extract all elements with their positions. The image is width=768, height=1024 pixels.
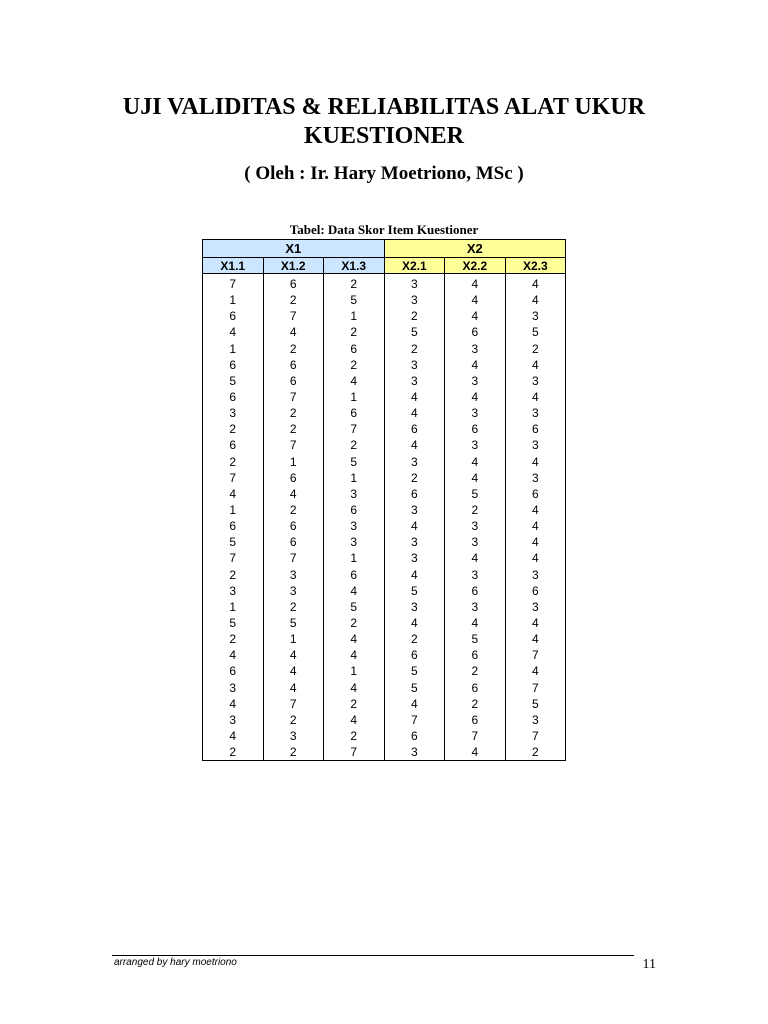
table-cell: 3: [505, 567, 566, 583]
table-row: [203, 583, 566, 599]
table-cell: 4: [263, 486, 324, 502]
table-cell: 6: [445, 583, 506, 599]
table-cell: 2: [505, 341, 566, 357]
table-cell: 4: [505, 534, 566, 550]
table-cell: 6: [324, 405, 385, 421]
table-cell: 6: [384, 647, 445, 663]
table-cell: 6: [203, 357, 264, 373]
table-cell: 2: [263, 712, 324, 728]
table-cell: 6: [445, 680, 506, 696]
group-header-x2: X2: [384, 240, 566, 258]
table-cell: 1: [324, 470, 385, 486]
column-header-x1-2: X1.2: [263, 258, 324, 274]
table-cell: 4: [203, 486, 264, 502]
table-cell: 6: [384, 728, 445, 744]
footer-divider: [112, 955, 634, 956]
table-row: [203, 454, 566, 470]
table-cell: 6: [324, 502, 385, 518]
table-cell: 3: [445, 373, 506, 389]
table-cell: 2: [505, 744, 566, 761]
table-cell: 7: [324, 744, 385, 761]
table-cell: 5: [324, 454, 385, 470]
table-cell: 4: [384, 437, 445, 453]
table-cell: 7: [203, 470, 264, 486]
table-cell: 4: [384, 567, 445, 583]
table-cell: 2: [445, 696, 506, 712]
table-cell: 2: [324, 615, 385, 631]
table-cell: 4: [203, 324, 264, 340]
table-cell: 3: [384, 744, 445, 761]
column-header-x2-1: X2.1: [384, 258, 445, 274]
table-cell: 4: [445, 454, 506, 470]
table-cell: 4: [263, 647, 324, 663]
table-cell: 2: [445, 502, 506, 518]
table-cell: 1: [324, 663, 385, 679]
table-row: [203, 470, 566, 486]
table-cell: 6: [263, 357, 324, 373]
table-row: [203, 599, 566, 615]
table-cell: 4: [445, 274, 506, 293]
table-cell: 2: [263, 341, 324, 357]
author-line: ( Oleh : Ir. Hary Moetriono, MSc ): [244, 163, 524, 184]
table-cell: 2: [445, 663, 506, 679]
table-cell: 6: [384, 421, 445, 437]
table-cell: 6: [203, 437, 264, 453]
table-cell: 6: [263, 534, 324, 550]
table-cell: 1: [324, 550, 385, 566]
table-cell: 4: [505, 292, 566, 308]
table-cell: 3: [263, 728, 324, 744]
table-row: [203, 550, 566, 566]
table-cell: 3: [263, 567, 324, 583]
table-cell: 2: [384, 341, 445, 357]
table-cell: 2: [384, 631, 445, 647]
table-cell: 3: [384, 502, 445, 518]
table-cell: 2: [263, 502, 324, 518]
table-cell: 2: [263, 599, 324, 615]
table-cell: 6: [445, 324, 506, 340]
table-cell: 5: [384, 663, 445, 679]
table-cell: 3: [384, 373, 445, 389]
table-cell: 4: [324, 631, 385, 647]
table-row: [203, 615, 566, 631]
table-cell: 6: [505, 421, 566, 437]
table-cell: 2: [203, 454, 264, 470]
table-row: [203, 292, 566, 308]
table-cell: 3: [324, 518, 385, 534]
table-cell: 5: [445, 486, 506, 502]
table-cell: 4: [203, 647, 264, 663]
table-cell: 2: [263, 744, 324, 761]
table-cell: 4: [203, 728, 264, 744]
table-cell: 3: [445, 518, 506, 534]
table-cell: 6: [263, 518, 324, 534]
table-row: [203, 502, 566, 518]
table-row: [203, 712, 566, 728]
table-cell: 5: [505, 324, 566, 340]
table-cell: 5: [384, 583, 445, 599]
table-cell: 2: [324, 728, 385, 744]
title-line-2: KUESTIONER: [303, 123, 465, 149]
table-row: [203, 341, 566, 357]
table-cell: 4: [445, 389, 506, 405]
table-cell: 4: [445, 550, 506, 566]
table-cell: 4: [445, 357, 506, 373]
table-cell: 3: [445, 405, 506, 421]
document-title: [84, 93, 684, 151]
table-row: [203, 518, 566, 534]
table-cell: 1: [263, 631, 324, 647]
table-cell: 6: [445, 421, 506, 437]
table-row: [203, 534, 566, 550]
table-cell: 6: [263, 274, 324, 293]
table-cell: 6: [384, 486, 445, 502]
table-cell: 2: [324, 357, 385, 373]
group-header-x1: X1: [203, 240, 385, 258]
table-cell: 3: [203, 712, 264, 728]
table-cell: 6: [203, 308, 264, 324]
table-cell: 4: [384, 615, 445, 631]
table-cell: 7: [324, 421, 385, 437]
table-cell: 3: [263, 583, 324, 599]
table-cell: 3: [203, 680, 264, 696]
table-cell: 4: [505, 631, 566, 647]
table-cell: 5: [384, 324, 445, 340]
table-caption: Tabel: Data Skor Item Kuestioner: [289, 222, 479, 237]
table-row: [203, 389, 566, 405]
table-cell: 3: [384, 454, 445, 470]
table-cell: 4: [505, 663, 566, 679]
table-cell: 3: [384, 292, 445, 308]
table-cell: 6: [203, 663, 264, 679]
table-row: [203, 324, 566, 340]
table-cell: 3: [384, 550, 445, 566]
table-cell: 2: [324, 696, 385, 712]
table-cell: 4: [384, 389, 445, 405]
table-cell: 7: [505, 680, 566, 696]
table-cell: 7: [203, 274, 264, 293]
table-cell: 4: [203, 696, 264, 712]
table-cell: 5: [203, 534, 264, 550]
table-cell: 3: [505, 405, 566, 421]
table-cell: 5: [505, 696, 566, 712]
table-row: [203, 567, 566, 583]
table-row: [203, 308, 566, 324]
column-header-row: [203, 258, 566, 274]
table-cell: 4: [263, 680, 324, 696]
table-cell: 4: [263, 324, 324, 340]
table-cell: 3: [324, 486, 385, 502]
table-cell: 6: [445, 712, 506, 728]
table-cell: 7: [263, 550, 324, 566]
table-cell: 4: [445, 292, 506, 308]
column-header-x2-2: X2.2: [445, 258, 506, 274]
table-cell: 4: [445, 470, 506, 486]
table-cell: 1: [263, 454, 324, 470]
table-cell: 3: [384, 357, 445, 373]
table-cell: 5: [203, 373, 264, 389]
table-cell: 1: [203, 502, 264, 518]
table-cell: 3: [445, 599, 506, 615]
table-row: [203, 663, 566, 679]
table-cell: 4: [445, 615, 506, 631]
table-row: [203, 357, 566, 373]
table-cell: 3: [505, 599, 566, 615]
table-row: [203, 373, 566, 389]
table-cell: 1: [203, 341, 264, 357]
group-header-row: [203, 240, 566, 258]
table-cell: 3: [384, 534, 445, 550]
table-cell: 2: [324, 274, 385, 293]
table-cell: 4: [263, 663, 324, 679]
table-row: [203, 728, 566, 744]
table-cell: 6: [505, 583, 566, 599]
table-cell: 5: [445, 631, 506, 647]
table-cell: 6: [445, 647, 506, 663]
table-cell: 7: [263, 308, 324, 324]
table-cell: 5: [324, 599, 385, 615]
table-cell: 5: [324, 292, 385, 308]
table-cell: 2: [203, 567, 264, 583]
table-cell: 3: [203, 583, 264, 599]
table-row: [203, 405, 566, 421]
table-cell: 1: [203, 292, 264, 308]
table-cell: 4: [324, 373, 385, 389]
table-cell: 1: [203, 599, 264, 615]
table-row: [203, 421, 566, 437]
table-row: [203, 744, 566, 761]
table-cell: 7: [505, 647, 566, 663]
table-cell: 2: [384, 308, 445, 324]
table-cell: 2: [384, 470, 445, 486]
table-cell: 4: [384, 405, 445, 421]
table-cell: 7: [203, 550, 264, 566]
column-header-x1-3: X1.3: [324, 258, 385, 274]
table-cell: 3: [445, 567, 506, 583]
table-cell: 7: [384, 712, 445, 728]
table-cell: 4: [505, 389, 566, 405]
page-number: 11: [642, 957, 656, 972]
table-cell: 4: [505, 518, 566, 534]
table-cell: 7: [263, 437, 324, 453]
table-cell: 6: [263, 470, 324, 486]
table-row: [203, 437, 566, 453]
table-cell: 3: [505, 712, 566, 728]
table-cell: 1: [324, 389, 385, 405]
table-cell: 4: [445, 308, 506, 324]
table-row: [203, 274, 566, 293]
table-cell: 4: [445, 744, 506, 761]
table-cell: 6: [203, 518, 264, 534]
table-cell: 4: [505, 502, 566, 518]
score-table: [202, 239, 566, 761]
table-cell: 3: [505, 437, 566, 453]
table-cell: 7: [445, 728, 506, 744]
table-cell: 4: [324, 647, 385, 663]
table-cell: 2: [203, 421, 264, 437]
table-cell: 3: [505, 373, 566, 389]
table-cell: 4: [384, 696, 445, 712]
table-row: [203, 631, 566, 647]
table-cell: 2: [203, 744, 264, 761]
table-cell: 4: [324, 712, 385, 728]
table-cell: 1: [324, 308, 385, 324]
table-cell: 6: [263, 373, 324, 389]
table-row: [203, 486, 566, 502]
table-cell: 7: [263, 389, 324, 405]
table-cell: 3: [384, 599, 445, 615]
table-row: [203, 647, 566, 663]
table-cell: 7: [505, 728, 566, 744]
score-table-body: [203, 274, 566, 761]
table-cell: 5: [203, 615, 264, 631]
table-cell: 4: [324, 680, 385, 696]
table-cell: 3: [384, 274, 445, 293]
table-cell: 3: [324, 534, 385, 550]
table-cell: 2: [263, 292, 324, 308]
table-cell: 4: [505, 274, 566, 293]
table-cell: 4: [505, 357, 566, 373]
table-cell: 3: [445, 341, 506, 357]
table-cell: 4: [324, 583, 385, 599]
table-cell: 3: [445, 437, 506, 453]
table-cell: 2: [324, 324, 385, 340]
table-cell: 2: [263, 421, 324, 437]
table-cell: 7: [263, 696, 324, 712]
table-row: [203, 696, 566, 712]
table-cell: 5: [263, 615, 324, 631]
table-cell: 5: [384, 680, 445, 696]
table-cell: 3: [445, 534, 506, 550]
table-row: [203, 680, 566, 696]
table-cell: 6: [203, 389, 264, 405]
table-cell: 4: [384, 518, 445, 534]
footer-credit: arranged by hary moetriono: [114, 957, 237, 968]
column-header-x2-3: X2.3: [505, 258, 566, 274]
table-cell: 6: [505, 486, 566, 502]
column-header-x1-1: X1.1: [203, 258, 264, 274]
table-cell: 4: [505, 615, 566, 631]
table-cell: 3: [505, 470, 566, 486]
title-line-1: UJI VALIDITAS & RELIABILITAS ALAT UKUR: [122, 94, 646, 120]
table-cell: 6: [324, 567, 385, 583]
table-cell: 2: [324, 437, 385, 453]
table-cell: 6: [324, 341, 385, 357]
table-cell: 2: [203, 631, 264, 647]
table-cell: 3: [203, 405, 264, 421]
table-cell: 4: [505, 550, 566, 566]
table-cell: 4: [505, 454, 566, 470]
table-cell: 2: [263, 405, 324, 421]
table-cell: 3: [505, 308, 566, 324]
